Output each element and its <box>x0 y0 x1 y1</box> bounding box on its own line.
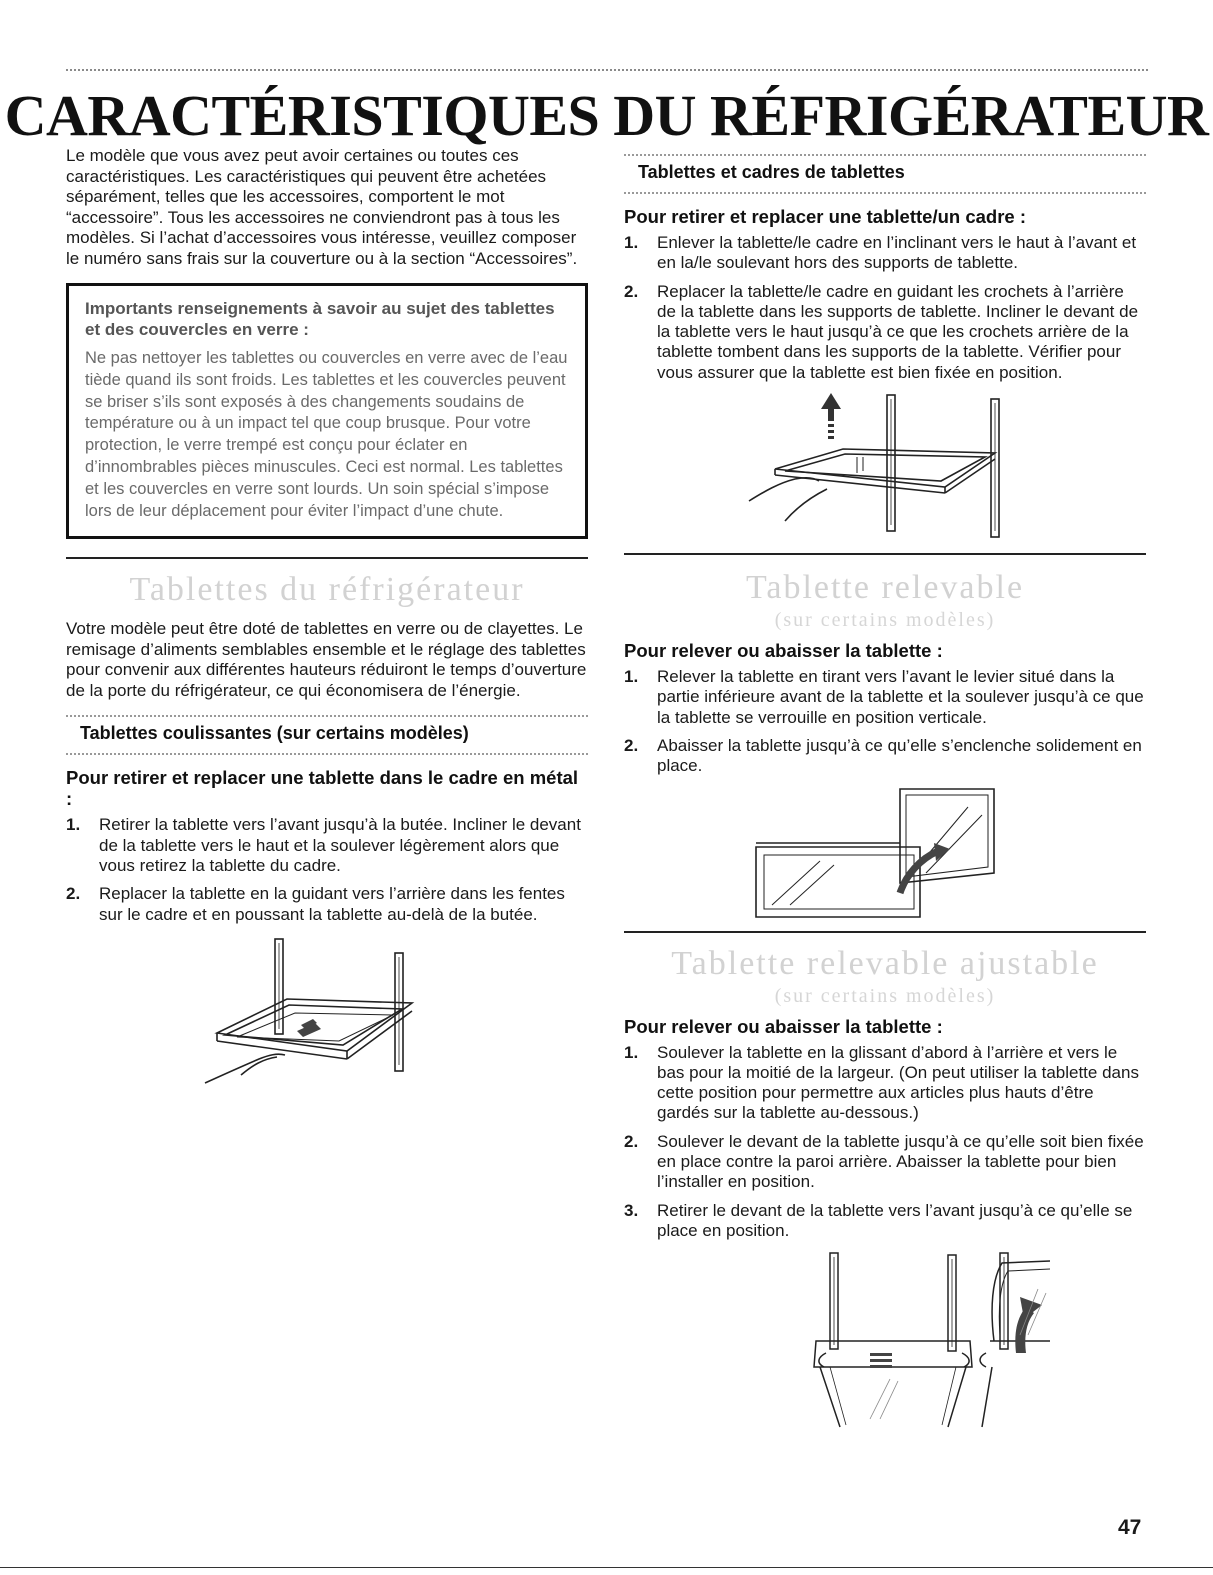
step-text: Relever la tablette en tirant vers l’avant le levier situé dans la partie inférieure avant de la tablette et la soulever jusqu’à ce que la tablette se verrouille en position verticale. <box>657 667 1144 727</box>
subsection-band-shelves-frames <box>624 154 1146 194</box>
step-number: 1. <box>624 233 639 252</box>
sliding-shelf-illustration <box>197 933 457 1098</box>
right-column <box>624 146 1146 1429</box>
page-number: 47 <box>1118 1516 1142 1539</box>
warning-heading: Importants renseignements à savoir au sujet des tablettes et des couvercles en verre : <box>85 299 555 339</box>
step-text: Replacer la tablette en la guidant vers l’arrière dans les fentes sur le cadre et en poussant la tablette au-delà de la butée. <box>99 884 565 924</box>
steps-adjustable-lift-shelf <box>624 1043 1146 1242</box>
subsection-band-sliding-shelves <box>66 715 588 755</box>
list-item <box>624 736 1146 777</box>
section-subtitle-lift-shelf: (sur certains modèles) <box>774 609 996 632</box>
section-subtitle-adjustable-lift-shelf: (sur certains modèles) <box>774 984 996 1007</box>
list-item <box>624 1132 1146 1193</box>
step-number: 2. <box>624 735 639 755</box>
list-item <box>624 1201 1146 1242</box>
step-text: Soulever la tablette en la glissant d’abord à l’arrière et vers le bas pour la moitié de la largeur. (On peut utiliser la tablette dans cette position pour permettre aux articles plus hauts d’être gardés sur la tablette au-dessous.) <box>657 1042 1139 1123</box>
section-rule <box>624 553 1146 555</box>
step-text: Retirer le devant de la tablette vers l’avant jusqu’à ce qu’elle se place en position. <box>657 1200 1133 1240</box>
procedure-title-adjustable-lift-shelf: Pour relever ou abaisser la tablette : <box>624 1015 943 1037</box>
list-item <box>624 282 1146 383</box>
section-title-adjustable-lift-shelf: Tablette relevable ajustable <box>671 944 1099 982</box>
top-dotted-rule <box>66 69 1148 71</box>
step-text: Retirer la tablette vers l’avant jusqu’à la butée. Incliner le devant de la tablette vers le haut et la soulever légèrement alors que vous retirez la tablette du cadre. <box>99 815 581 875</box>
section-title-refrigerator-shelves: Tablettes du réfrigérateur <box>129 571 525 609</box>
list-item <box>66 884 588 925</box>
step-number: 3. <box>624 1200 639 1220</box>
step-text: Enlever la tablette/le cadre en l’inclinant vers le haut à l’avant et en la/le soulevant hors des supports de tablette. <box>657 233 1137 273</box>
step-number: 1. <box>624 1042 639 1062</box>
glass-warning-box <box>66 283 588 539</box>
shelf-frame-illustration <box>745 391 1025 541</box>
step-number: 2. <box>66 884 81 904</box>
step-text: Abaisser la tablette jusqu’à ce qu’elle s’enclenche solidement en place. <box>657 735 1142 776</box>
lift-shelf-illustration <box>750 785 1020 925</box>
procedure-title-shelf-frame: Pour retirer et replacer une tablette/un cadre : <box>624 206 1026 227</box>
section-rule <box>624 931 1146 933</box>
procedure-title-lift-shelf: Pour relever ou abaisser la tablette : <box>624 640 943 662</box>
steps-metal-frame <box>66 815 588 924</box>
steps-shelf-frame <box>624 233 1146 383</box>
section-rule <box>66 557 588 559</box>
step-number: 1. <box>66 815 81 835</box>
left-column <box>66 146 588 1098</box>
subsection-title-shelves-frames: Tablettes et cadres de tablettes <box>638 162 905 182</box>
warning-text: Ne pas nettoyer les tablettes ou couvercles en verre avec de l’eau tiède quand ils sont froids. Les tablettes et les couvercles peuvent se briser s’ils sont exposés à des changements soudains de température ou à un impact tel que coup brusque. Pour votre protection, le verre trempé est conçu pour éclater en d’innombrables pièces minuscules. Ceci est normal. Les tablettes et les couvercles en verre sont lourds. Un soin spécial s’impose lors de leur déplacement pour éviter l’impact d’une chute. <box>85 349 568 520</box>
subsection-title-sliding-shelves: Tablettes coulissantes (sur certains modèles) <box>80 723 469 744</box>
list-item <box>624 1043 1146 1124</box>
list-item <box>624 667 1146 728</box>
step-number: 1. <box>624 667 639 687</box>
list-item <box>66 815 588 876</box>
step-number: 2. <box>624 281 639 301</box>
steps-lift-shelf <box>624 667 1146 776</box>
shelves-paragraph: Votre modèle peut être doté de tablettes en verre ou de clayettes. Le remisage d’aliments semblables ensemble et le réglage des tablettes pour convenir aux différentes hauteurs réduiront le temps d’ouverture de la porte du réfrigérateur, ce qui économisera de l’énergie. <box>66 619 587 700</box>
page-title: CARACTÉRISTIQUES DU RÉFRIGÉRATEUR <box>4 83 1209 148</box>
step-number: 2. <box>624 1131 639 1151</box>
list-item <box>624 233 1146 274</box>
step-text: Soulever le devant de la tablette jusqu’à ce qu’elle soit bien fixée en place contre la paroi arrière. Abaisser la tablette pour bien l’installer en position. <box>657 1131 1144 1192</box>
bottom-rule <box>0 1567 1213 1568</box>
step-text: Replacer la tablette/le cadre en guidant les crochets à l’arrière de la tablette dans les supports de tablette. Incliner le devant de la tablette vers le haut jusqu’à ce que les crochets arrière de la tablette tombent dans les supports de la tablette. Vérifier pour vous assurer que la tablette est bien fixée en position. <box>657 281 1139 382</box>
adjustable-lift-shelf-illustration <box>720 1249 1050 1429</box>
intro-paragraph: Le modèle que vous avez peut avoir certaines ou toutes ces caractéristiques. Les caractéristiques qui peuvent être achetées séparément, telles que les accessoires, comportent le mot “accessoire”. Tous les accessoires ne conviendront pas à tous les modèles. Si l’achat d’accessoires vous intéresse, veuillez composer le numéro sans frais sur la couverture ou à la section “Accessoires”. <box>66 146 578 268</box>
procedure-title-metal-frame: Pour retirer et replacer une tablette dans le cadre en métal : <box>66 767 579 810</box>
section-title-lift-shelf: Tablette relevable <box>745 569 1025 607</box>
